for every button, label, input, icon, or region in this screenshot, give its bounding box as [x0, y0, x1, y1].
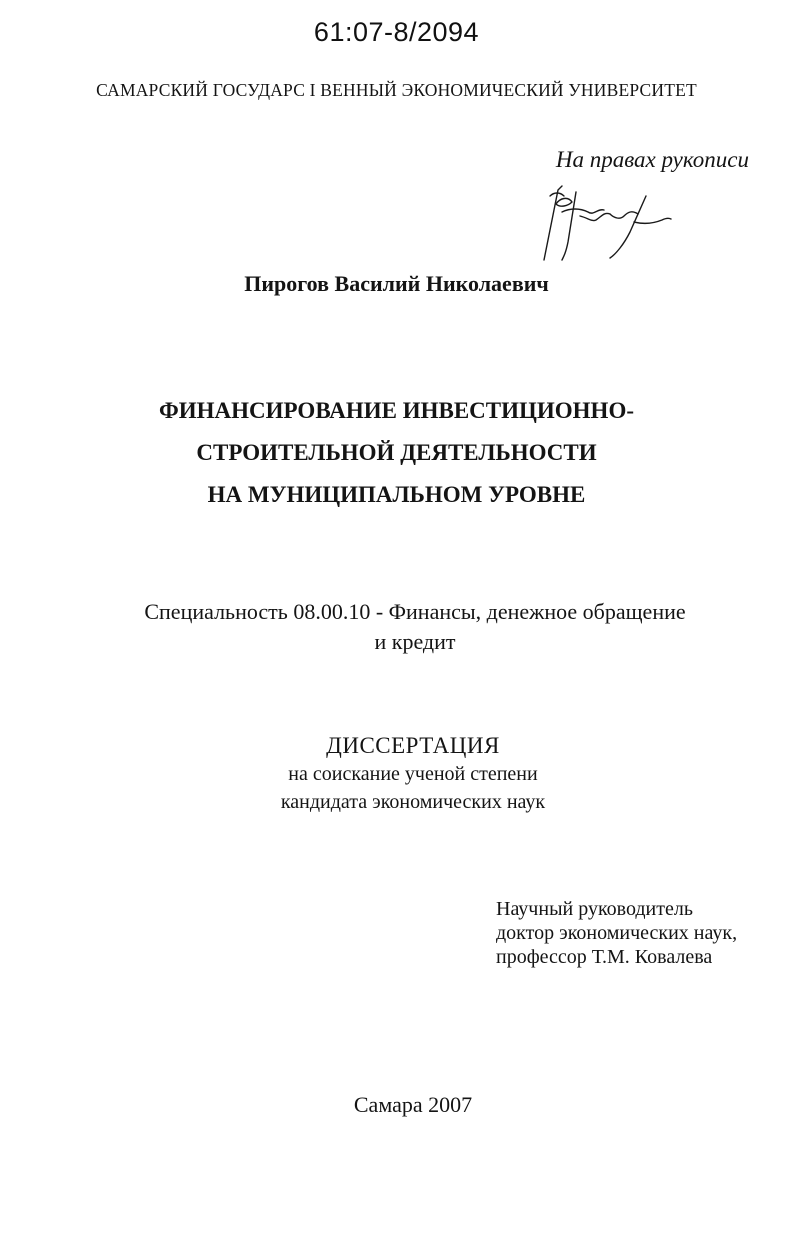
supervisor-line: профессор Т.М. Ковалева	[496, 946, 713, 968]
specialty-line: Специальность 08.00.10 - Финансы, денежное обращение	[144, 599, 686, 624]
dissertation-block	[0, 732, 793, 816]
supervisor-line: Научный руководитель	[496, 898, 693, 920]
dissertation-heading: ДИССЕРТАЦИЯ	[326, 733, 500, 758]
specialty-block	[0, 597, 793, 657]
archive-stamp-number: 61:07-8/2094	[313, 17, 480, 47]
degree-line: кандидата экономических наук	[280, 791, 546, 813]
degree-line: на соискание ученой степени	[288, 763, 538, 785]
manuscript-rights-note: На правах рукописи	[555, 147, 749, 172]
handwritten-signature	[538, 182, 678, 264]
title-line: СТРОИТЕЛЬНОЙ ДЕЯТЕЛЬНОСТИ	[196, 440, 597, 465]
university-name: САМАРСКИЙ ГОСУДАРС I ВЕННЫЙ ЭКОНОМИЧЕСКИЙ УНИВЕРСИТЕТ	[96, 80, 697, 100]
supervisor-line: доктор экономических наук,	[496, 922, 738, 944]
title-line: ФИНАНСИРОВАНИЕ ИНВЕСТИЦИОННО-	[158, 398, 634, 423]
city-year: Самара 2007	[353, 1092, 473, 1117]
author-name: Пирогов Василий Николаевич	[244, 271, 549, 296]
dissertation-title	[0, 390, 793, 516]
supervisor-block	[496, 897, 737, 969]
specialty-line: и кредит	[374, 629, 456, 654]
title-line: НА МУНИЦИПАЛЬНОМ УРОВНЕ	[207, 482, 586, 507]
